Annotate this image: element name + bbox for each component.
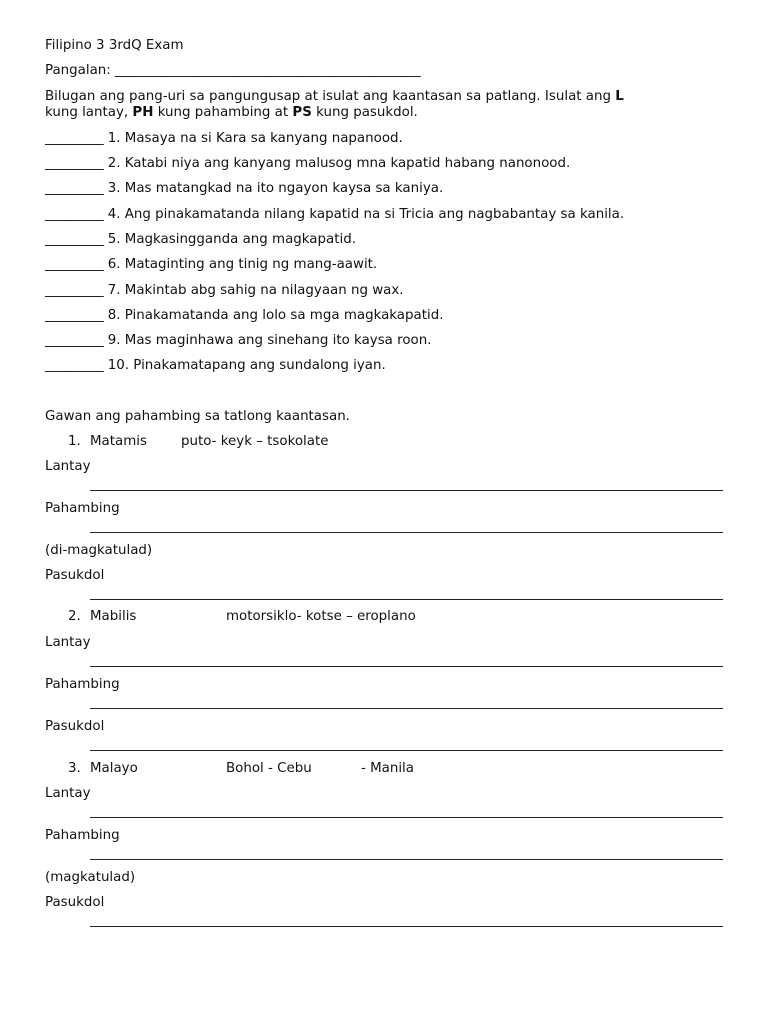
question-item — [45, 131, 403, 147]
instruction-pahambing-text: kung pahambing at — [157, 105, 289, 120]
question-text: 8. Pinakamatanda ang lolo sa mga magkakapatid. — [107, 308, 444, 323]
question-items-extra: - Manila — [361, 761, 414, 776]
answer-line[interactable] — [90, 708, 723, 709]
question-adjective: Matamis — [90, 434, 147, 449]
answer-line[interactable] — [90, 490, 723, 491]
exam-title: Filipino 3 3rdQ Exam — [45, 38, 184, 53]
question-item — [45, 283, 404, 299]
question-adjective: Mabilis — [90, 609, 137, 624]
question-number: 2. — [68, 609, 81, 624]
question-number: 3. — [68, 761, 81, 776]
answer-blank[interactable]: _________ — [45, 131, 104, 146]
name-label: Pangalan: — [45, 63, 111, 78]
instruction-pasukdol-text: kung pasukdol. — [316, 105, 418, 120]
answer-line[interactable] — [90, 817, 723, 818]
part2-question-1 — [68, 434, 81, 450]
question-item — [45, 232, 356, 248]
question-item — [45, 207, 624, 223]
question-item — [45, 257, 377, 273]
label-pahambing: Pahambing — [45, 677, 120, 692]
question-number: 1. — [68, 434, 81, 449]
label-pasukdol: Pasukdol — [45, 719, 105, 734]
question-adjective: Malayo — [90, 761, 138, 776]
question-text: 4. Ang pinakamatanda nilang kapatid na si Tricia ang nagbabantay sa kanila. — [107, 207, 625, 222]
instruction-line-1 — [45, 89, 624, 105]
question-text: 1. Masaya na si Kara sa kanyang napanood. — [107, 131, 403, 146]
question-text: 10. Pinakamatapang ang sundalong iyan. — [107, 358, 386, 373]
answer-line[interactable] — [90, 859, 723, 860]
code-pasukdol: PS — [292, 105, 312, 120]
question-text: 5. Magkasingganda ang magkapatid. — [107, 232, 356, 247]
answer-line[interactable] — [90, 750, 723, 751]
instruction-line-2 — [45, 105, 418, 121]
note-di-magkatulad: (di-magkatulad) — [45, 543, 153, 558]
question-item — [45, 181, 443, 197]
answer-line[interactable] — [90, 599, 723, 600]
answer-blank[interactable]: _________ — [45, 181, 104, 196]
answer-blank[interactable]: _________ — [45, 333, 104, 348]
label-lantay: Lantay — [45, 459, 91, 474]
question-text: 3. Mas matangkad na ito ngayon kaysa sa kaniya. — [107, 181, 444, 196]
instruction-lantay-text: kung lantay, — [45, 105, 129, 120]
label-pasukdol: Pasukdol — [45, 895, 105, 910]
note-magkatulad: (magkatulad) — [45, 870, 136, 885]
question-items: motorsiklo- kotse – eroplano — [226, 609, 416, 624]
answer-line[interactable] — [90, 532, 723, 533]
question-item — [45, 358, 386, 374]
question-text: 9. Mas maginhawa ang sinehang ito kaysa roon. — [107, 333, 432, 348]
answer-blank[interactable]: _________ — [45, 257, 104, 272]
answer-blank[interactable]: _________ — [45, 283, 104, 298]
answer-blank[interactable]: _________ — [45, 358, 104, 373]
part2-instruction: Gawan ang pahambing sa tatlong kaantasan. — [45, 409, 350, 424]
answer-blank[interactable]: _________ — [45, 232, 104, 247]
label-pasukdol: Pasukdol — [45, 568, 105, 583]
question-item — [45, 156, 570, 172]
question-text: 2. Katabi niya ang kanyang malusog mna kapatid habang nanonood. — [107, 156, 571, 171]
question-text: 6. Mataginting ang tinig ng mang-aawit. — [107, 257, 378, 272]
instruction-text: Bilugan ang pang-uri sa pangungusap at isulat ang kaantasan sa patlang. Isulat ang — [45, 89, 611, 104]
name-field[interactable]: _______________________________________________ — [115, 63, 421, 78]
label-lantay: Lantay — [45, 635, 91, 650]
code-pahambing: PH — [132, 105, 154, 120]
question-text: 7. Makintab abg sahig na nilagyaan ng wax. — [107, 283, 404, 298]
code-lantay: L — [615, 89, 624, 104]
answer-blank[interactable]: _________ — [45, 156, 104, 171]
label-pahambing: Pahambing — [45, 828, 120, 843]
question-item — [45, 308, 443, 324]
answer-line[interactable] — [90, 666, 723, 667]
question-items: puto- keyk – tsokolate — [181, 434, 329, 449]
answer-blank[interactable]: _________ — [45, 308, 104, 323]
label-pahambing: Pahambing — [45, 501, 120, 516]
name-line — [45, 63, 420, 79]
answer-line[interactable] — [90, 926, 723, 927]
label-lantay: Lantay — [45, 786, 91, 801]
answer-blank[interactable]: _________ — [45, 207, 104, 222]
question-item — [45, 333, 431, 349]
question-items: Bohol - Cebu — [226, 761, 312, 776]
